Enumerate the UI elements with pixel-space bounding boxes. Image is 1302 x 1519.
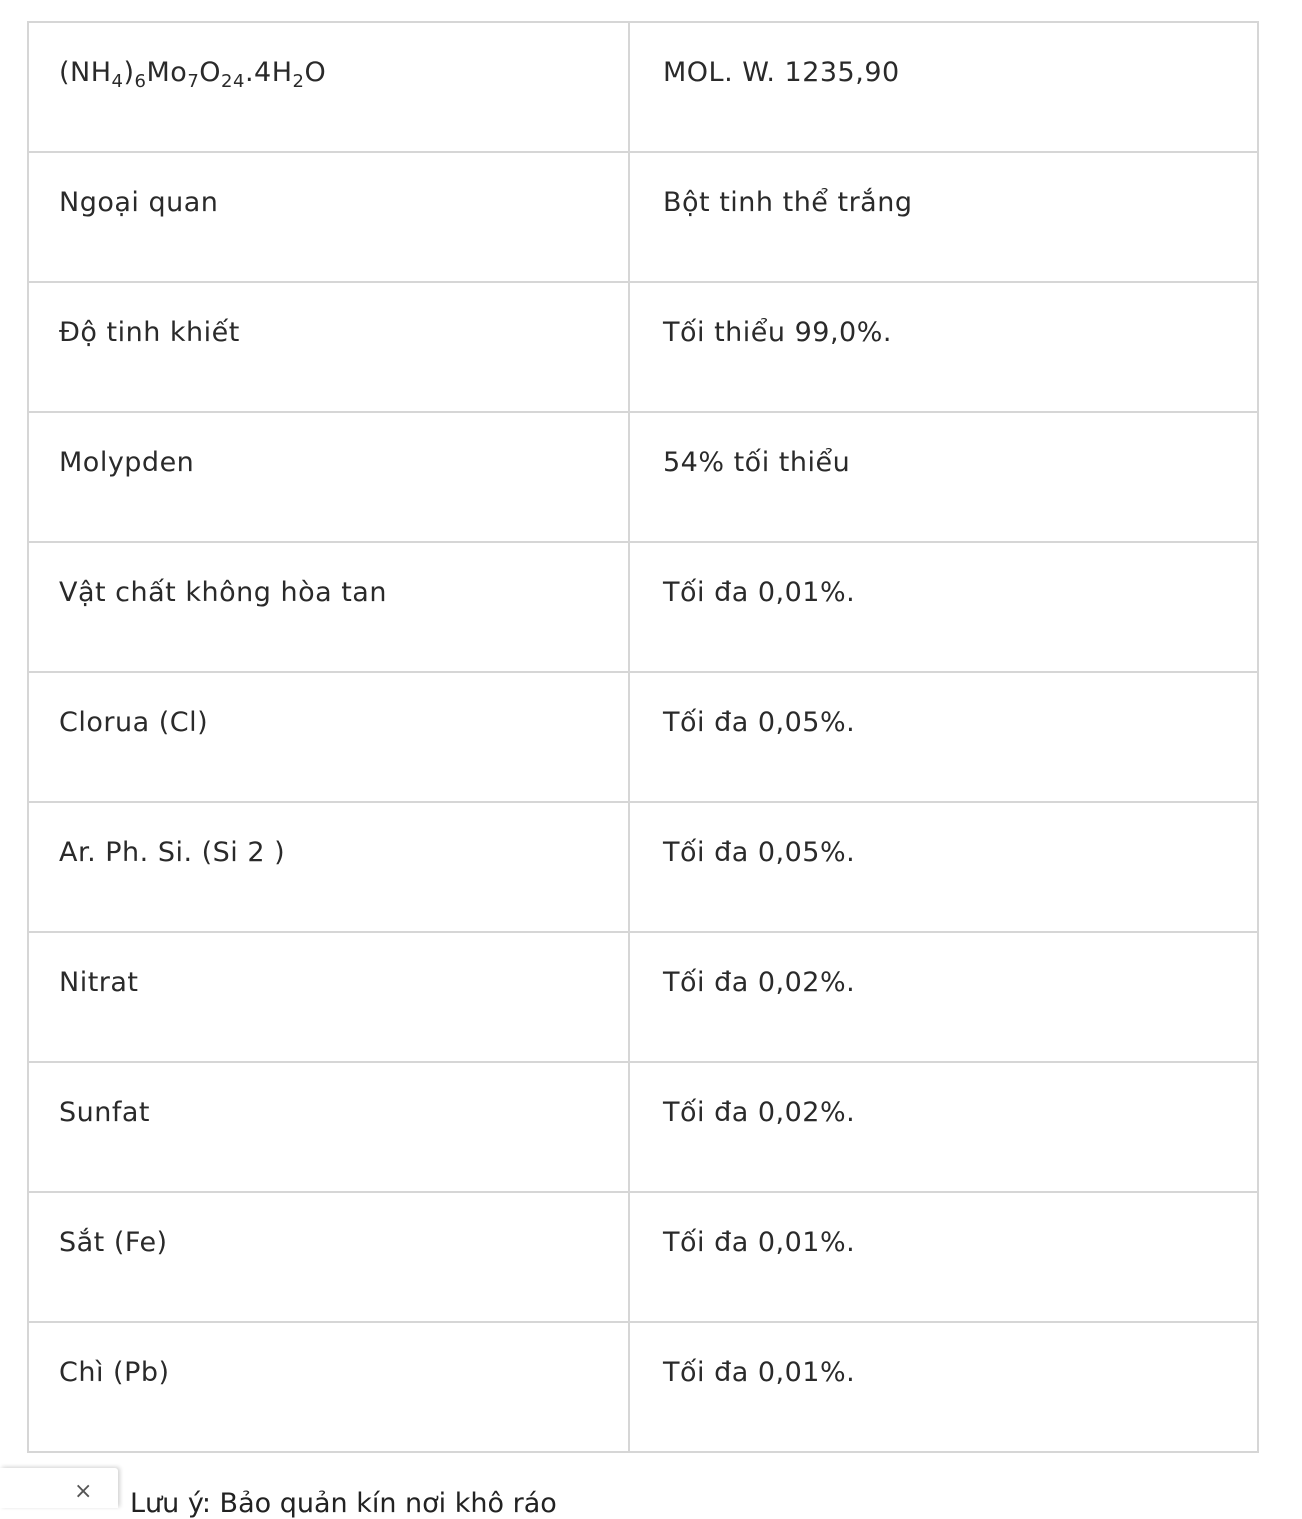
- table-row: [28, 802, 1258, 932]
- close-icon[interactable]: ×: [74, 1479, 93, 1504]
- table-row: [28, 1192, 1258, 1322]
- property-label: Độ tinh khiết: [28, 282, 629, 412]
- formula-text: Mo: [146, 57, 188, 88]
- property-value: Tối đa 0,05%.: [629, 802, 1258, 932]
- table-row: [28, 542, 1258, 672]
- table-row: [28, 1322, 1258, 1452]
- property-value: Tối đa 0,01%.: [629, 1322, 1258, 1452]
- property-value: Tối đa 0,02%.: [629, 932, 1258, 1062]
- property-label: Nitrat: [28, 932, 629, 1062]
- property-value: 54% tối thiểu: [629, 412, 1258, 542]
- spec-table: [27, 21, 1259, 1453]
- table-row: [28, 152, 1258, 282]
- formula-cell: [28, 22, 629, 152]
- property-value: Tối đa 0,01%.: [629, 542, 1258, 672]
- property-label: Clorua (Cl): [28, 672, 629, 802]
- property-label: Chì (Pb): [28, 1322, 629, 1452]
- table-row: [28, 1062, 1258, 1192]
- property-label: Sunfat: [28, 1062, 629, 1192]
- property-label: Ar. Ph. Si. (Si 2 ): [28, 802, 629, 932]
- property-label: Ngoại quan: [28, 152, 629, 282]
- table-row: [28, 22, 1258, 152]
- formula-text: O: [199, 57, 222, 88]
- formula-subscript: 24: [221, 71, 245, 92]
- value-cell: MOL. W. 1235,90: [629, 22, 1258, 152]
- formula-text: (NH: [59, 57, 112, 88]
- property-value: Tối đa 0,05%.: [629, 672, 1258, 802]
- property-value: Tối đa 0,01%.: [629, 1192, 1258, 1322]
- formula-text: .4H: [244, 57, 293, 88]
- formula-subscript: 7: [187, 71, 200, 92]
- table-row: [28, 282, 1258, 412]
- property-label: Molypden: [28, 412, 629, 542]
- formula-text: O: [304, 57, 327, 88]
- chemical-formula: [59, 57, 327, 92]
- formula-subscript: 6: [134, 71, 147, 92]
- table-row: [28, 672, 1258, 802]
- bottom-popup-bar: [0, 1468, 118, 1508]
- formula-text: ): [123, 57, 135, 88]
- property-value: Bột tinh thể trắng: [629, 152, 1258, 282]
- table-row: [28, 412, 1258, 542]
- property-value: Tối đa 0,02%.: [629, 1062, 1258, 1192]
- cut-off-caption: Lưu ý: Bảo quản kín nơi khô ráo: [130, 1488, 557, 1519]
- formula-subscript: 4: [111, 71, 124, 92]
- table-row: [28, 932, 1258, 1062]
- property-label: Sắt (Fe): [28, 1192, 629, 1322]
- property-label: Vật chất không hòa tan: [28, 542, 629, 672]
- property-value: Tối thiểu 99,0%.: [629, 282, 1258, 412]
- formula-subscript: 2: [292, 71, 305, 92]
